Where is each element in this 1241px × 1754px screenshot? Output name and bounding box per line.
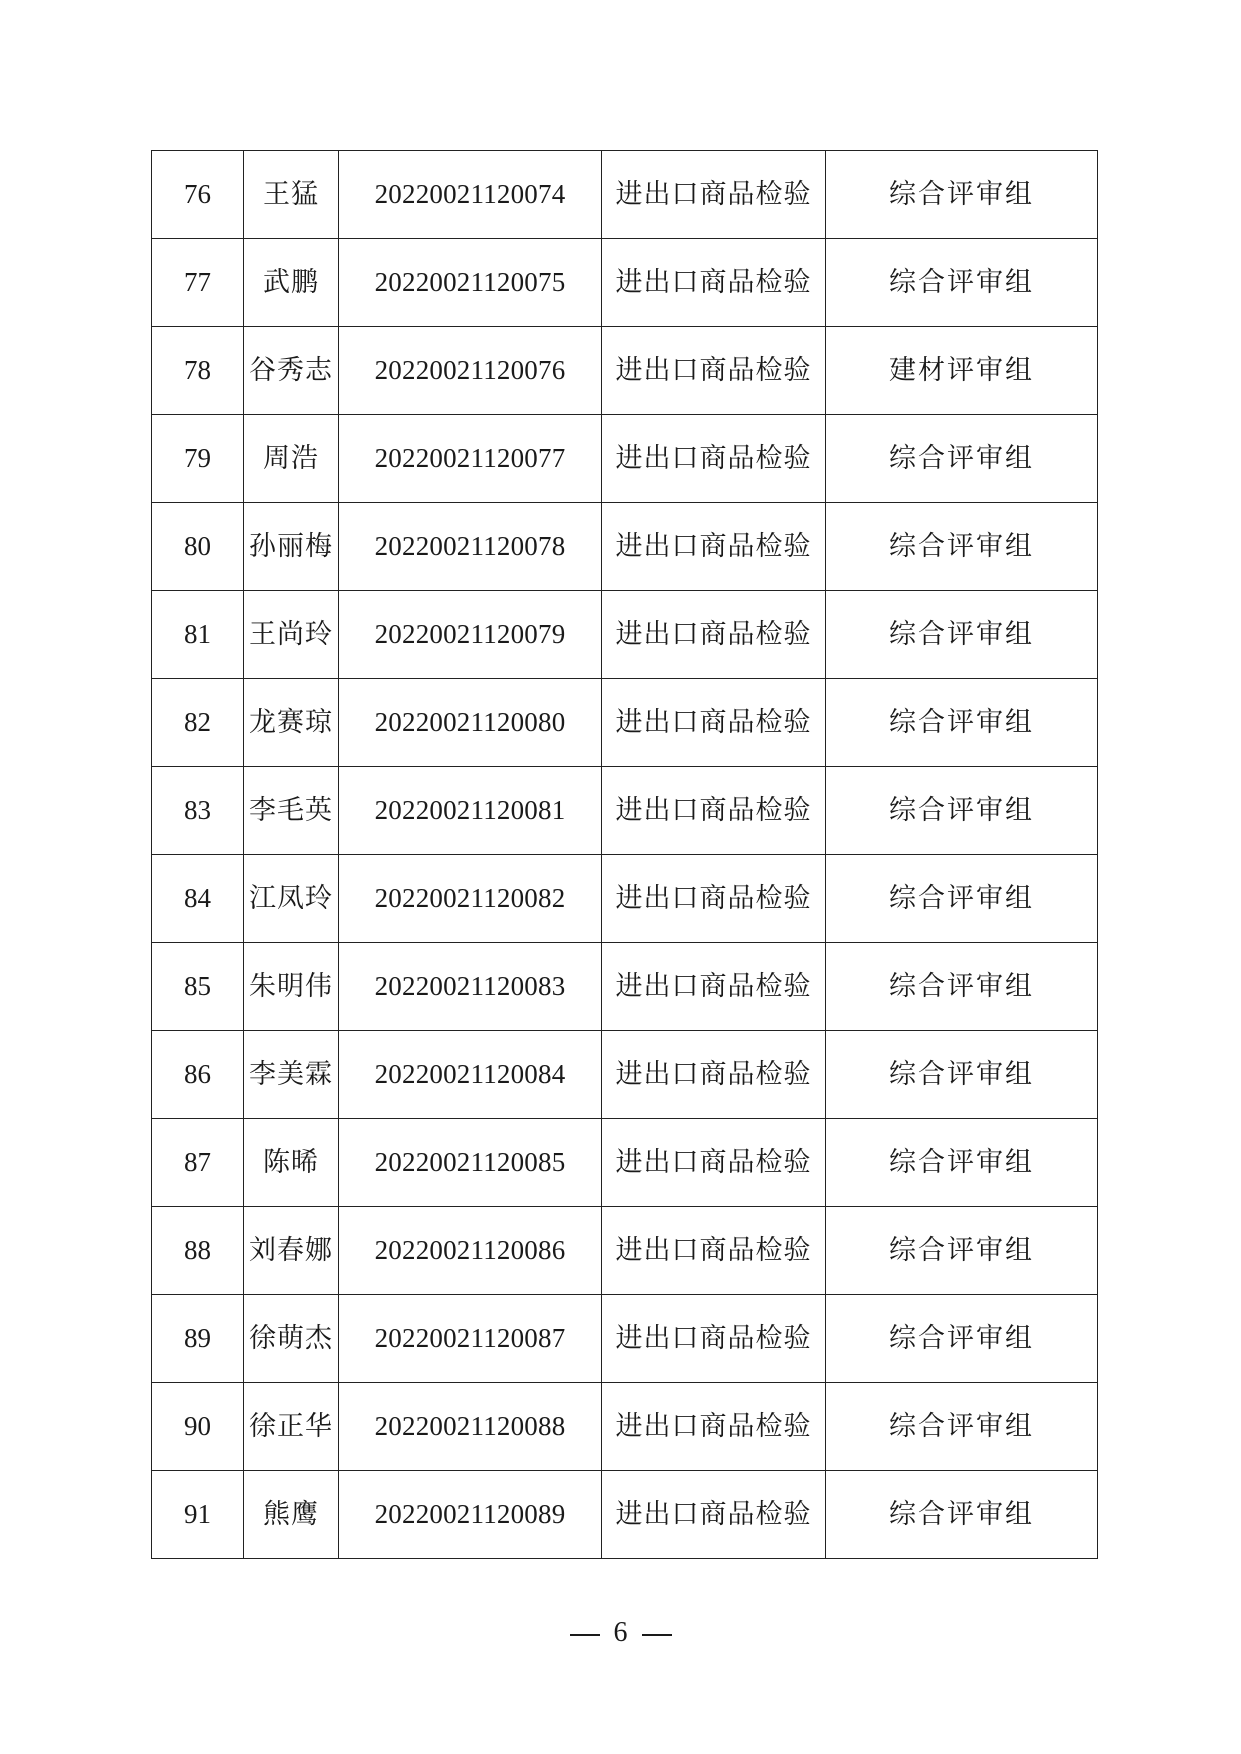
row-number-cell: 82 [152,679,244,767]
person-name-cell: 朱明伟 [244,943,339,1031]
table-row [152,1207,1098,1295]
table-row [152,1119,1098,1207]
certificate-id-cell: 20220021120079 [339,591,602,679]
certificate-id-cell: 20220021120082 [339,855,602,943]
person-name-cell: 熊鹰 [244,1471,339,1559]
person-name-cell: 刘春娜 [244,1207,339,1295]
certificate-id-cell: 20220021120089 [339,1471,602,1559]
review-group-cell: 综合评审组 [826,1119,1098,1207]
review-group-cell: 综合评审组 [826,151,1098,239]
major-cell: 进出口商品检验 [602,1031,826,1119]
row-number-cell: 79 [152,415,244,503]
major-cell: 进出口商品检验 [602,679,826,767]
review-group-cell: 综合评审组 [826,1207,1098,1295]
major-cell: 进出口商品检验 [602,591,826,679]
review-group-cell: 综合评审组 [826,1383,1098,1471]
certificate-id-cell: 20220021120077 [339,415,602,503]
row-number-cell: 84 [152,855,244,943]
table-row [152,943,1098,1031]
table-row [152,1295,1098,1383]
certificate-id-cell: 20220021120075 [339,239,602,327]
person-name-cell: 周浩 [244,415,339,503]
certificate-id-cell: 20220021120078 [339,503,602,591]
review-group-cell: 综合评审组 [826,1295,1098,1383]
table-row [152,1471,1098,1559]
footer-dash-right [642,1634,672,1636]
review-group-cell: 综合评审组 [826,943,1098,1031]
major-cell: 进出口商品检验 [602,1119,826,1207]
review-group-cell: 综合评审组 [826,503,1098,591]
person-name-cell: 王尚玲 [244,591,339,679]
review-group-cell: 综合评审组 [826,591,1098,679]
review-group-cell: 综合评审组 [826,415,1098,503]
major-cell: 进出口商品检验 [602,1471,826,1559]
row-number-cell: 89 [152,1295,244,1383]
major-cell: 进出口商品检验 [602,151,826,239]
person-name-cell: 孙丽梅 [244,503,339,591]
row-number-cell: 77 [152,239,244,327]
roster-table-body [152,151,1098,1559]
table-row [152,1031,1098,1119]
row-number-cell: 83 [152,767,244,855]
row-number-cell: 91 [152,1471,244,1559]
person-name-cell: 谷秀志 [244,327,339,415]
row-number-cell: 81 [152,591,244,679]
table-row [152,239,1098,327]
person-name-cell: 武鹏 [244,239,339,327]
person-name-cell: 徐萌杰 [244,1295,339,1383]
person-name-cell: 龙赛琼 [244,679,339,767]
certificate-id-cell: 20220021120076 [339,327,602,415]
certificate-id-cell: 20220021120083 [339,943,602,1031]
page-number: 6 [613,1617,628,1648]
row-number-cell: 86 [152,1031,244,1119]
table-row [152,503,1098,591]
row-number-cell: 85 [152,943,244,1031]
table-row [152,591,1098,679]
person-name-cell: 李毛英 [244,767,339,855]
page-footer [0,1617,1241,1649]
major-cell: 进出口商品检验 [602,415,826,503]
major-cell: 进出口商品检验 [602,1295,826,1383]
review-group-cell: 综合评审组 [826,679,1098,767]
table-row [152,415,1098,503]
certificate-id-cell: 20220021120088 [339,1383,602,1471]
review-group-cell: 综合评审组 [826,1031,1098,1119]
review-group-cell: 综合评审组 [826,239,1098,327]
roster-table [151,150,1098,1559]
row-number-cell: 80 [152,503,244,591]
major-cell: 进出口商品检验 [602,855,826,943]
table-row [152,767,1098,855]
table-row [152,679,1098,767]
major-cell: 进出口商品检验 [602,239,826,327]
row-number-cell: 88 [152,1207,244,1295]
table-row [152,855,1098,943]
table-row [152,327,1098,415]
major-cell: 进出口商品检验 [602,767,826,855]
certificate-id-cell: 20220021120085 [339,1119,602,1207]
certificate-id-cell: 20220021120084 [339,1031,602,1119]
major-cell: 进出口商品检验 [602,503,826,591]
row-number-cell: 90 [152,1383,244,1471]
review-group-cell: 建材评审组 [826,327,1098,415]
major-cell: 进出口商品检验 [602,1207,826,1295]
certificate-id-cell: 20220021120087 [339,1295,602,1383]
footer-dash-left [570,1634,600,1636]
certificate-id-cell: 20220021120074 [339,151,602,239]
person-name-cell: 王猛 [244,151,339,239]
row-number-cell: 87 [152,1119,244,1207]
certificate-id-cell: 20220021120081 [339,767,602,855]
person-name-cell: 李美霖 [244,1031,339,1119]
major-cell: 进出口商品检验 [602,943,826,1031]
certificate-id-cell: 20220021120080 [339,679,602,767]
person-name-cell: 江凤玲 [244,855,339,943]
table-row [152,1383,1098,1471]
review-group-cell: 综合评审组 [826,1471,1098,1559]
table-row [152,151,1098,239]
person-name-cell: 徐正华 [244,1383,339,1471]
review-group-cell: 综合评审组 [826,855,1098,943]
certificate-id-cell: 20220021120086 [339,1207,602,1295]
major-cell: 进出口商品检验 [602,327,826,415]
person-name-cell: 陈晞 [244,1119,339,1207]
row-number-cell: 76 [152,151,244,239]
review-group-cell: 综合评审组 [826,767,1098,855]
row-number-cell: 78 [152,327,244,415]
major-cell: 进出口商品检验 [602,1383,826,1471]
